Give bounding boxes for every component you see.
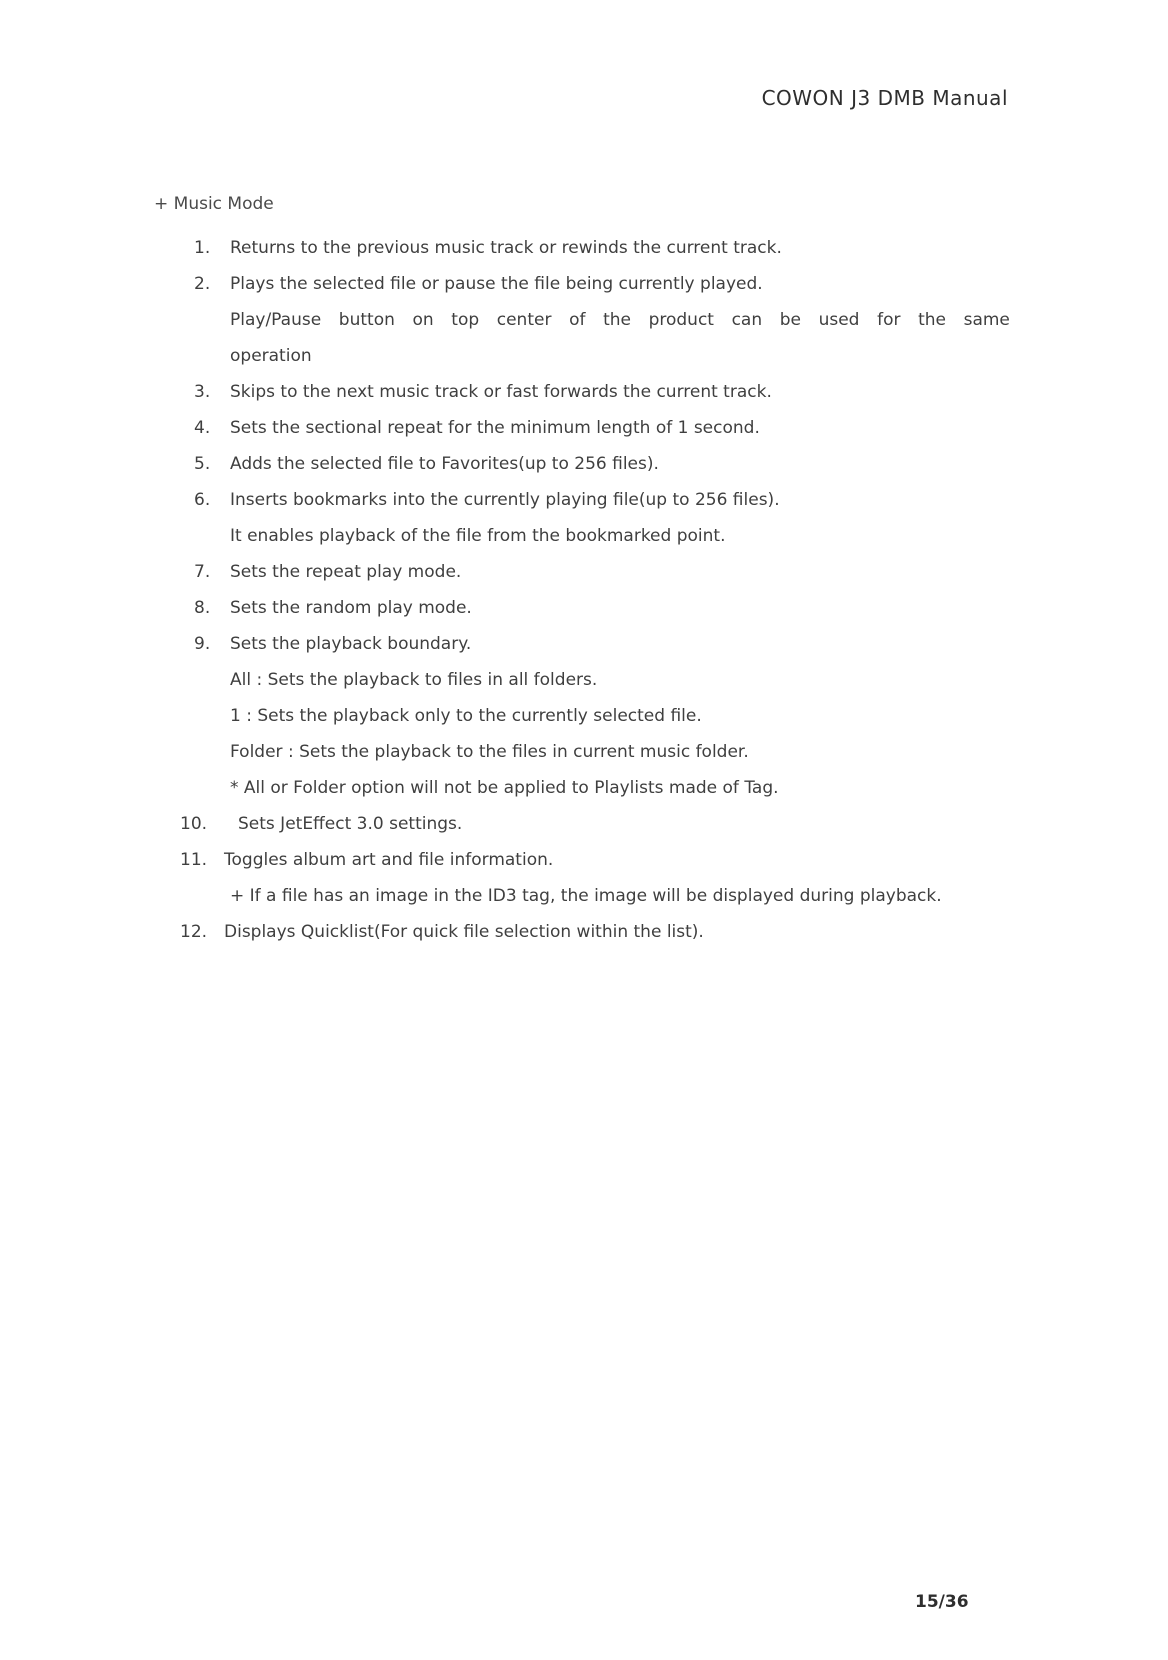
list-item [180, 806, 1010, 842]
item-text: Sets the playback boundary. [230, 634, 472, 654]
item-text-justified [230, 302, 1010, 338]
item-number: 9. [194, 634, 211, 654]
word: center [496, 310, 552, 330]
item-text: Adds the selected file to Favorites(up to 256 files). [230, 454, 659, 474]
list-item [180, 230, 1010, 266]
word: used [818, 310, 860, 330]
item-number: 7. [194, 562, 211, 582]
item-text: Sets the random play mode. [230, 598, 472, 618]
item-number: 1. [194, 238, 211, 258]
item-text: Skips to the next music track or fast forwards the current track. [230, 382, 772, 402]
page-header: COWON J3 DMB Manual [761, 86, 1008, 110]
word: be [779, 310, 801, 330]
item-number: 4. [194, 418, 211, 438]
list-item-continuation [180, 518, 1010, 554]
item-text: Sets the repeat play mode. [230, 562, 462, 582]
list-item-continuation [180, 734, 1010, 770]
item-text: Plays the selected file or pause the file being currently played. [230, 274, 763, 294]
item-text: Folder : Sets the playback to the files in current music folder. [230, 742, 749, 762]
item-text: 1 : Sets the playback only to the currently selected file. [230, 706, 702, 726]
list-item-continuation [180, 770, 1010, 806]
list-item-continuation [180, 302, 1010, 338]
word: the [918, 310, 946, 330]
list-item [180, 626, 1010, 662]
item-number: 10. [180, 814, 208, 834]
word: on [412, 310, 434, 330]
item-text: Sets the sectional repeat for the minimum length of 1 second. [230, 418, 760, 438]
list-item [180, 266, 1010, 302]
item-text: + If a file has an image in the ID3 tag, the image will be displayed during playback. [230, 886, 942, 906]
item-text: Inserts bookmarks into the currently playing file(up to 256 files). [230, 490, 780, 510]
list-item [180, 482, 1010, 518]
item-number: 12. [180, 922, 208, 942]
word: same [963, 310, 1010, 330]
item-text: It enables playback of the file from the bookmarked point. [230, 526, 726, 546]
item-text: operation [230, 346, 312, 366]
instruction-list [180, 230, 1010, 950]
word: button [338, 310, 395, 330]
word: can [731, 310, 763, 330]
page-number: 15/36 [915, 1592, 969, 1612]
item-text: All : Sets the playback to files in all folders. [230, 670, 598, 690]
item-number: 6. [194, 490, 211, 510]
list-item [180, 374, 1010, 410]
list-item-continuation [180, 878, 1010, 914]
item-number: 5. [194, 454, 211, 474]
word: Play/Pause [230, 310, 322, 330]
list-item-continuation [180, 338, 1010, 374]
word: the [603, 310, 631, 330]
item-text: * All or Folder option will not be applied to Playlists made of Tag. [230, 778, 779, 798]
list-item [180, 446, 1010, 482]
item-number: 2. [194, 274, 211, 294]
section-title: + Music Mode [154, 194, 274, 214]
item-number: 11. [180, 850, 208, 870]
word: product [648, 310, 714, 330]
item-number: 3. [194, 382, 211, 402]
item-number: 8. [194, 598, 211, 618]
word: of [569, 310, 586, 330]
item-text: Toggles album art and file information. [224, 850, 554, 870]
list-item-continuation [180, 698, 1010, 734]
list-item [180, 590, 1010, 626]
list-item [180, 914, 1010, 950]
word: top [451, 310, 480, 330]
list-item-continuation [180, 662, 1010, 698]
list-item [180, 842, 1010, 878]
item-text: Returns to the previous music track or rewinds the current track. [230, 238, 782, 258]
item-text: Sets JetEffect 3.0 settings. [238, 814, 463, 834]
word: for [877, 310, 901, 330]
item-text: Displays Quicklist(For quick file selection within the list). [224, 922, 704, 942]
list-item [180, 554, 1010, 590]
list-item [180, 410, 1010, 446]
